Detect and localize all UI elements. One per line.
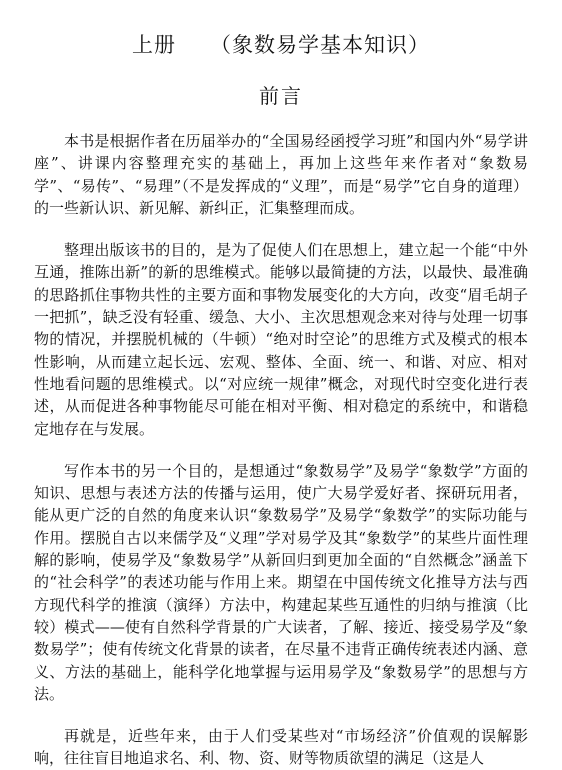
document-body: [34, 130, 528, 770]
volume-title: [34, 30, 528, 60]
volume-subtitle: （象数易学基本知识）: [210, 33, 430, 57]
paragraph-3: 写作本书的另一个目的，是想通过“象数易学”及易学“象数学”方面的知识、思想与表述方法的传播与运用，使广大易学爱好者、探研玩用者，能从更广泛的自然的角度来认识“象数易学”及易学“象数学”的实际功能与作用。摆脱自古以来儒学及“义理”学对易学及其“象数学”的某些片面性理解的影响，使易学及“象数易学”从新回归到更加全面的“自然概念”涵盖下的“社会科学”的表述功能与作用上来。期望在中国传统文化推导方法与西方现代科学的推演（演绎）方法中，构建起某些互通性的归纳与推演（比较）模式——使有自然科学背景的广大读者，了解、接近、接受易学及“象数易学”；使有传统文化背景的读者，在尽量不违背正确传统表述内涵、意义、方法的基础上，能科学化地掌握与运用易学及“象数易学”的思想与方法。: [34, 461, 528, 703]
section-title: 前言: [259, 84, 303, 108]
paragraph-2: 整理出版该书的目的，是为了促使人们在思想上，建立起一个能“中外互通，推陈出新”的新的思维模式。能够以最简捷的方法，以最快、最准确的思路抓住事物共性的主要方面和事物发展变化的大方向，改变“眉毛胡子一把抓”，缺乏没有轻重、缓急、大小、主次思想观念来对待与处理一切事物的情况，并摆脱机械的（牛顿）“绝对时空论”的思维方式及模式的根本性影响，从而建立起长远、宏观、整体、全面、统一、和谐、对应、相对性地看问题的思维模式。以“对应统一规律”概念，对现代时空变化进行表述，从而促进各种事物能尽可能在相对平衡、相对稳定的系统中，和谐稳定地存在与发展。: [34, 241, 528, 438]
paragraph-1: 本书是根据作者在历届举办的“全国易经函授学习班”和国内外“易学讲座”、讲课内容整理充实的基础上，再加上这些年来作者对“象数易学”、“易传”、“易理”（不是发挥成的“义理”，而是“易学”它自身的道理）的一些新认识、新见解、新纠正，汇集整理而成。: [34, 132, 528, 217]
paragraph-4: 再就是，近些年来，由于人们受某些对“市场经济”价值观的误解影响，往往盲目地追求名、利、物、资、财等物质欲望的满足（这是人: [34, 727, 528, 768]
volume-label: 上册: [132, 33, 176, 57]
